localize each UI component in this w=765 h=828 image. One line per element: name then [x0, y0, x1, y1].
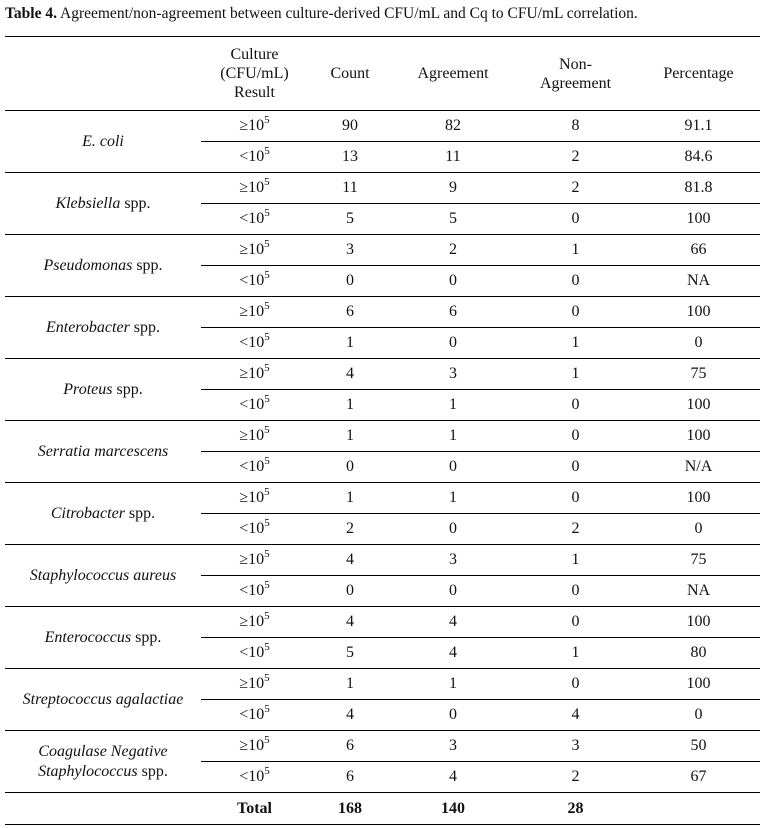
organism-name-suffix: spp.: [112, 380, 143, 398]
threshold-base: ≥10: [239, 117, 265, 134]
organism-name-italic: Enterococcus: [44, 628, 132, 646]
culture-threshold: [201, 390, 308, 421]
culture-threshold: [201, 731, 308, 762]
organism-name: [5, 483, 201, 545]
agreement-cell: 1: [392, 421, 514, 452]
percentage-cell: 75: [637, 545, 760, 576]
culture-threshold: [201, 700, 308, 731]
threshold-exponent: 5: [264, 145, 270, 157]
organism-group: [5, 731, 760, 793]
organism-name-suffix: spp.: [137, 762, 168, 780]
percentage-cell: 67: [637, 762, 760, 793]
percentage-cell: 0: [637, 328, 760, 359]
threshold-exponent: 5: [264, 362, 270, 374]
organism-group: [5, 111, 760, 173]
percentage-cell: 66: [637, 235, 760, 266]
organism-group: [5, 421, 760, 483]
threshold-base: ≥10: [239, 613, 265, 630]
organism-group: [5, 483, 760, 545]
organism-group: [5, 607, 760, 669]
non-agreement-cell: 1: [514, 359, 637, 390]
organism-name: [5, 669, 201, 731]
table-row: [5, 669, 760, 700]
culture-threshold: [201, 607, 308, 638]
table-header: [5, 37, 760, 111]
non-agreement-cell: 0: [514, 390, 637, 421]
organism-name-italic: Enterobacter: [45, 318, 130, 336]
count-cell: 5: [308, 638, 392, 669]
agreement-cell: 5: [392, 204, 514, 235]
non-agreement-cell: 3: [514, 731, 637, 762]
threshold-base: <10: [239, 644, 265, 661]
count-cell: 1: [308, 390, 392, 421]
threshold-exponent: 5: [264, 765, 270, 777]
threshold-base: ≥10: [239, 551, 265, 568]
percentage-cell: 100: [637, 390, 760, 421]
organism-name-suffix: spp.: [132, 256, 163, 274]
non-agreement-cell: 0: [514, 576, 637, 607]
threshold-base: <10: [239, 272, 265, 289]
table-row: [5, 545, 760, 576]
agreement-cell: 2: [392, 235, 514, 266]
total-row: [5, 793, 760, 825]
non-agreement-cell: 2: [514, 173, 637, 204]
agreement-cell: 0: [392, 576, 514, 607]
percentage-cell: 0: [637, 514, 760, 545]
organism-name-italic: Pseudomonas: [43, 256, 133, 274]
agreement-cell: 4: [392, 607, 514, 638]
non-agreement-cell: 1: [514, 328, 637, 359]
header-organism: [5, 37, 201, 111]
percentage-cell: 100: [637, 607, 760, 638]
agreement-cell: 3: [392, 359, 514, 390]
table-row: [5, 483, 760, 514]
threshold-base: ≥10: [239, 737, 265, 754]
threshold-base: <10: [239, 334, 265, 351]
culture-threshold: [201, 638, 308, 669]
percentage-cell: 100: [637, 297, 760, 328]
organism-name: [5, 421, 201, 483]
percentage-cell: 100: [637, 204, 760, 235]
agreement-cell: 4: [392, 762, 514, 793]
organism-name-italic: Streptococcus agalactiae: [22, 690, 184, 708]
percentage-cell: NA: [637, 266, 760, 297]
count-cell: 1: [308, 328, 392, 359]
culture-threshold: [201, 266, 308, 297]
organism-name: [5, 545, 201, 607]
non-agreement-cell: 1: [514, 235, 637, 266]
threshold-base: <10: [239, 148, 265, 165]
table-caption: [5, 4, 763, 24]
organism-name-italic: Coagulase Negative Staphylococcus: [38, 742, 168, 780]
count-cell: 6: [308, 731, 392, 762]
agreement-cell: 0: [392, 452, 514, 483]
culture-threshold: [201, 235, 308, 266]
threshold-exponent: 5: [264, 610, 270, 622]
percentage-cell: 80: [637, 638, 760, 669]
agreement-cell: 3: [392, 545, 514, 576]
threshold-exponent: 5: [264, 703, 270, 715]
non-agreement-cell: 2: [514, 142, 637, 173]
threshold-base: <10: [239, 768, 265, 785]
agreement-cell: 1: [392, 669, 514, 700]
organism-name: [5, 359, 201, 421]
threshold-base: ≥10: [239, 179, 265, 196]
threshold-base: <10: [239, 210, 265, 227]
culture-threshold: [201, 514, 308, 545]
threshold-exponent: 5: [264, 393, 270, 405]
count-cell: 13: [308, 142, 392, 173]
non-agreement-cell: 0: [514, 452, 637, 483]
culture-threshold: [201, 762, 308, 793]
count-cell: 6: [308, 297, 392, 328]
organism-name-italic: Staphylococcus aureus: [29, 566, 177, 584]
count-cell: 90: [342, 117, 358, 134]
threshold-exponent: 5: [264, 331, 270, 343]
culture-threshold: [201, 297, 308, 328]
total-agreement: 140: [392, 793, 514, 825]
threshold-exponent: 5: [264, 548, 270, 560]
culture-threshold: [201, 173, 308, 204]
header-count: Count: [330, 65, 370, 82]
culture-threshold: [201, 545, 308, 576]
culture-threshold: [201, 576, 308, 607]
organism-name-suffix: spp.: [129, 318, 161, 336]
organism-name: [5, 173, 201, 235]
threshold-exponent: 5: [264, 300, 270, 312]
caption-label: Table 4.: [5, 5, 57, 22]
organism-name-italic: E. coli: [82, 132, 124, 150]
agreement-cell: 0: [392, 514, 514, 545]
non-agreement-cell: 0: [514, 483, 637, 514]
agreement-cell: 0: [392, 328, 514, 359]
organism-name: [5, 607, 201, 669]
count-cell: 6: [308, 762, 392, 793]
count-cell: 11: [308, 173, 392, 204]
non-agreement-cell: 0: [514, 204, 637, 235]
organism-group: [5, 669, 760, 731]
agreement-cell: 82: [445, 117, 461, 134]
count-cell: 3: [308, 235, 392, 266]
total-group: [5, 793, 760, 825]
organism-group: [5, 545, 760, 607]
threshold-exponent: 5: [264, 424, 270, 436]
percentage-cell: 75: [637, 359, 760, 390]
culture-threshold: [201, 483, 308, 514]
non-agreement-cell: 1: [514, 638, 637, 669]
percentage-cell: 100: [637, 421, 760, 452]
culture-threshold: [201, 111, 308, 142]
threshold-base: ≥10: [239, 241, 265, 258]
table-row: [5, 111, 760, 142]
agreement-cell: 1: [392, 483, 514, 514]
count-cell: 0: [308, 266, 392, 297]
culture-threshold: [201, 421, 308, 452]
caption-text: Agreement/non-agreement between culture-derived CFU/mL and Cq to CFU/mL correlation.: [60, 5, 638, 22]
threshold-exponent: 5: [264, 641, 270, 653]
total-percentage: [637, 793, 760, 825]
threshold-exponent: 5: [264, 672, 270, 684]
total-non-agreement: 28: [514, 793, 637, 825]
table-row: [5, 173, 760, 204]
percentage-cell: 91.1: [684, 117, 713, 134]
count-cell: 4: [308, 607, 392, 638]
threshold-base: ≥10: [239, 303, 265, 320]
non-agreement-cell: 2: [514, 514, 637, 545]
agreement-cell: 1: [392, 390, 514, 421]
organism-group: [5, 297, 760, 359]
non-agreement-cell: 0: [514, 297, 637, 328]
threshold-exponent: 5: [264, 455, 270, 467]
organism-name-italic: Citrobacter: [50, 504, 125, 522]
percentage-cell: 100: [637, 483, 760, 514]
culture-threshold: [201, 142, 308, 173]
count-cell: 4: [308, 359, 392, 390]
non-agreement-cell: 0: [514, 266, 637, 297]
agreement-cell: 0: [392, 266, 514, 297]
organism-name-suffix: spp.: [124, 504, 156, 522]
threshold-exponent: 5: [264, 517, 270, 529]
count-cell: 4: [308, 545, 392, 576]
header-agreement: Agreement: [417, 65, 489, 82]
percentage-cell: 50: [637, 731, 760, 762]
organism-name: [5, 297, 201, 359]
threshold-exponent: 5: [264, 579, 270, 591]
threshold-exponent: 5: [264, 114, 270, 126]
agreement-cell: 4: [392, 638, 514, 669]
organism-name-italic: Klebsiella: [55, 194, 121, 212]
non-agreement-cell: 4: [514, 700, 637, 731]
threshold-exponent: 5: [264, 734, 270, 746]
agreement-cell: 6: [392, 297, 514, 328]
threshold-exponent: 5: [264, 238, 270, 250]
agreement-cell: 11: [392, 142, 514, 173]
results-table: [5, 36, 760, 825]
threshold-base: <10: [239, 706, 265, 723]
table-row: [5, 359, 760, 390]
percentage-cell: 100: [637, 669, 760, 700]
organism-name: [5, 731, 201, 793]
threshold-base: ≥10: [239, 365, 265, 382]
organism-name: [5, 111, 201, 173]
table-row: [5, 421, 760, 452]
count-cell: 0: [308, 452, 392, 483]
percentage-cell: 81.8: [637, 173, 760, 204]
table-row: [5, 607, 760, 638]
organism-name-suffix: spp.: [131, 628, 162, 646]
threshold-exponent: 5: [264, 486, 270, 498]
percentage-cell: NA: [637, 576, 760, 607]
threshold-base: <10: [239, 520, 265, 537]
total-blank: [5, 793, 201, 825]
non-agreement-cell: 8: [571, 117, 580, 134]
organism-group: [5, 235, 760, 297]
table-row: [5, 297, 760, 328]
organism-name-suffix: spp.: [120, 194, 151, 212]
culture-threshold: [201, 452, 308, 483]
threshold-exponent: 5: [264, 207, 270, 219]
header-culture-result: Culture (CFU/mL) Result: [220, 46, 289, 101]
table-row: [5, 731, 760, 762]
organism-group: [5, 173, 760, 235]
total-label: Total: [201, 793, 308, 825]
percentage-cell: 0: [637, 700, 760, 731]
non-agreement-cell: 0: [514, 607, 637, 638]
culture-threshold: [201, 669, 308, 700]
non-agreement-cell: 1: [514, 545, 637, 576]
count-cell: 1: [308, 483, 392, 514]
culture-threshold: [201, 204, 308, 235]
percentage-cell: 84.6: [637, 142, 760, 173]
count-cell: 2: [308, 514, 392, 545]
culture-threshold: [201, 359, 308, 390]
total-count: 168: [308, 793, 392, 825]
count-cell: 4: [308, 700, 392, 731]
header-non-agreement: Non- Agreement: [539, 55, 612, 92]
threshold-exponent: 5: [264, 269, 270, 281]
agreement-cell: 0: [392, 700, 514, 731]
threshold-base: <10: [239, 396, 265, 413]
threshold-base: <10: [239, 582, 265, 599]
table-row: [5, 235, 760, 266]
organism-group: [5, 359, 760, 421]
organism-name-italic: Serratia marcescens: [37, 442, 169, 460]
organism-name-italic: Proteus: [63, 380, 113, 398]
percentage-cell: N/A: [637, 452, 760, 483]
agreement-cell: 3: [392, 731, 514, 762]
count-cell: 0: [308, 576, 392, 607]
count-cell: 1: [308, 421, 392, 452]
threshold-base: <10: [239, 458, 265, 475]
threshold-base: ≥10: [239, 489, 265, 506]
header-percentage: Percentage: [663, 65, 734, 82]
threshold-exponent: 5: [264, 176, 270, 188]
non-agreement-cell: 0: [514, 669, 637, 700]
count-cell: 5: [308, 204, 392, 235]
organism-name: [5, 235, 201, 297]
agreement-cell: 9: [392, 173, 514, 204]
count-cell: 1: [308, 669, 392, 700]
culture-threshold: [201, 328, 308, 359]
non-agreement-cell: 0: [514, 421, 637, 452]
threshold-base: ≥10: [239, 675, 265, 692]
non-agreement-cell: 2: [514, 762, 637, 793]
threshold-base: ≥10: [239, 427, 265, 444]
